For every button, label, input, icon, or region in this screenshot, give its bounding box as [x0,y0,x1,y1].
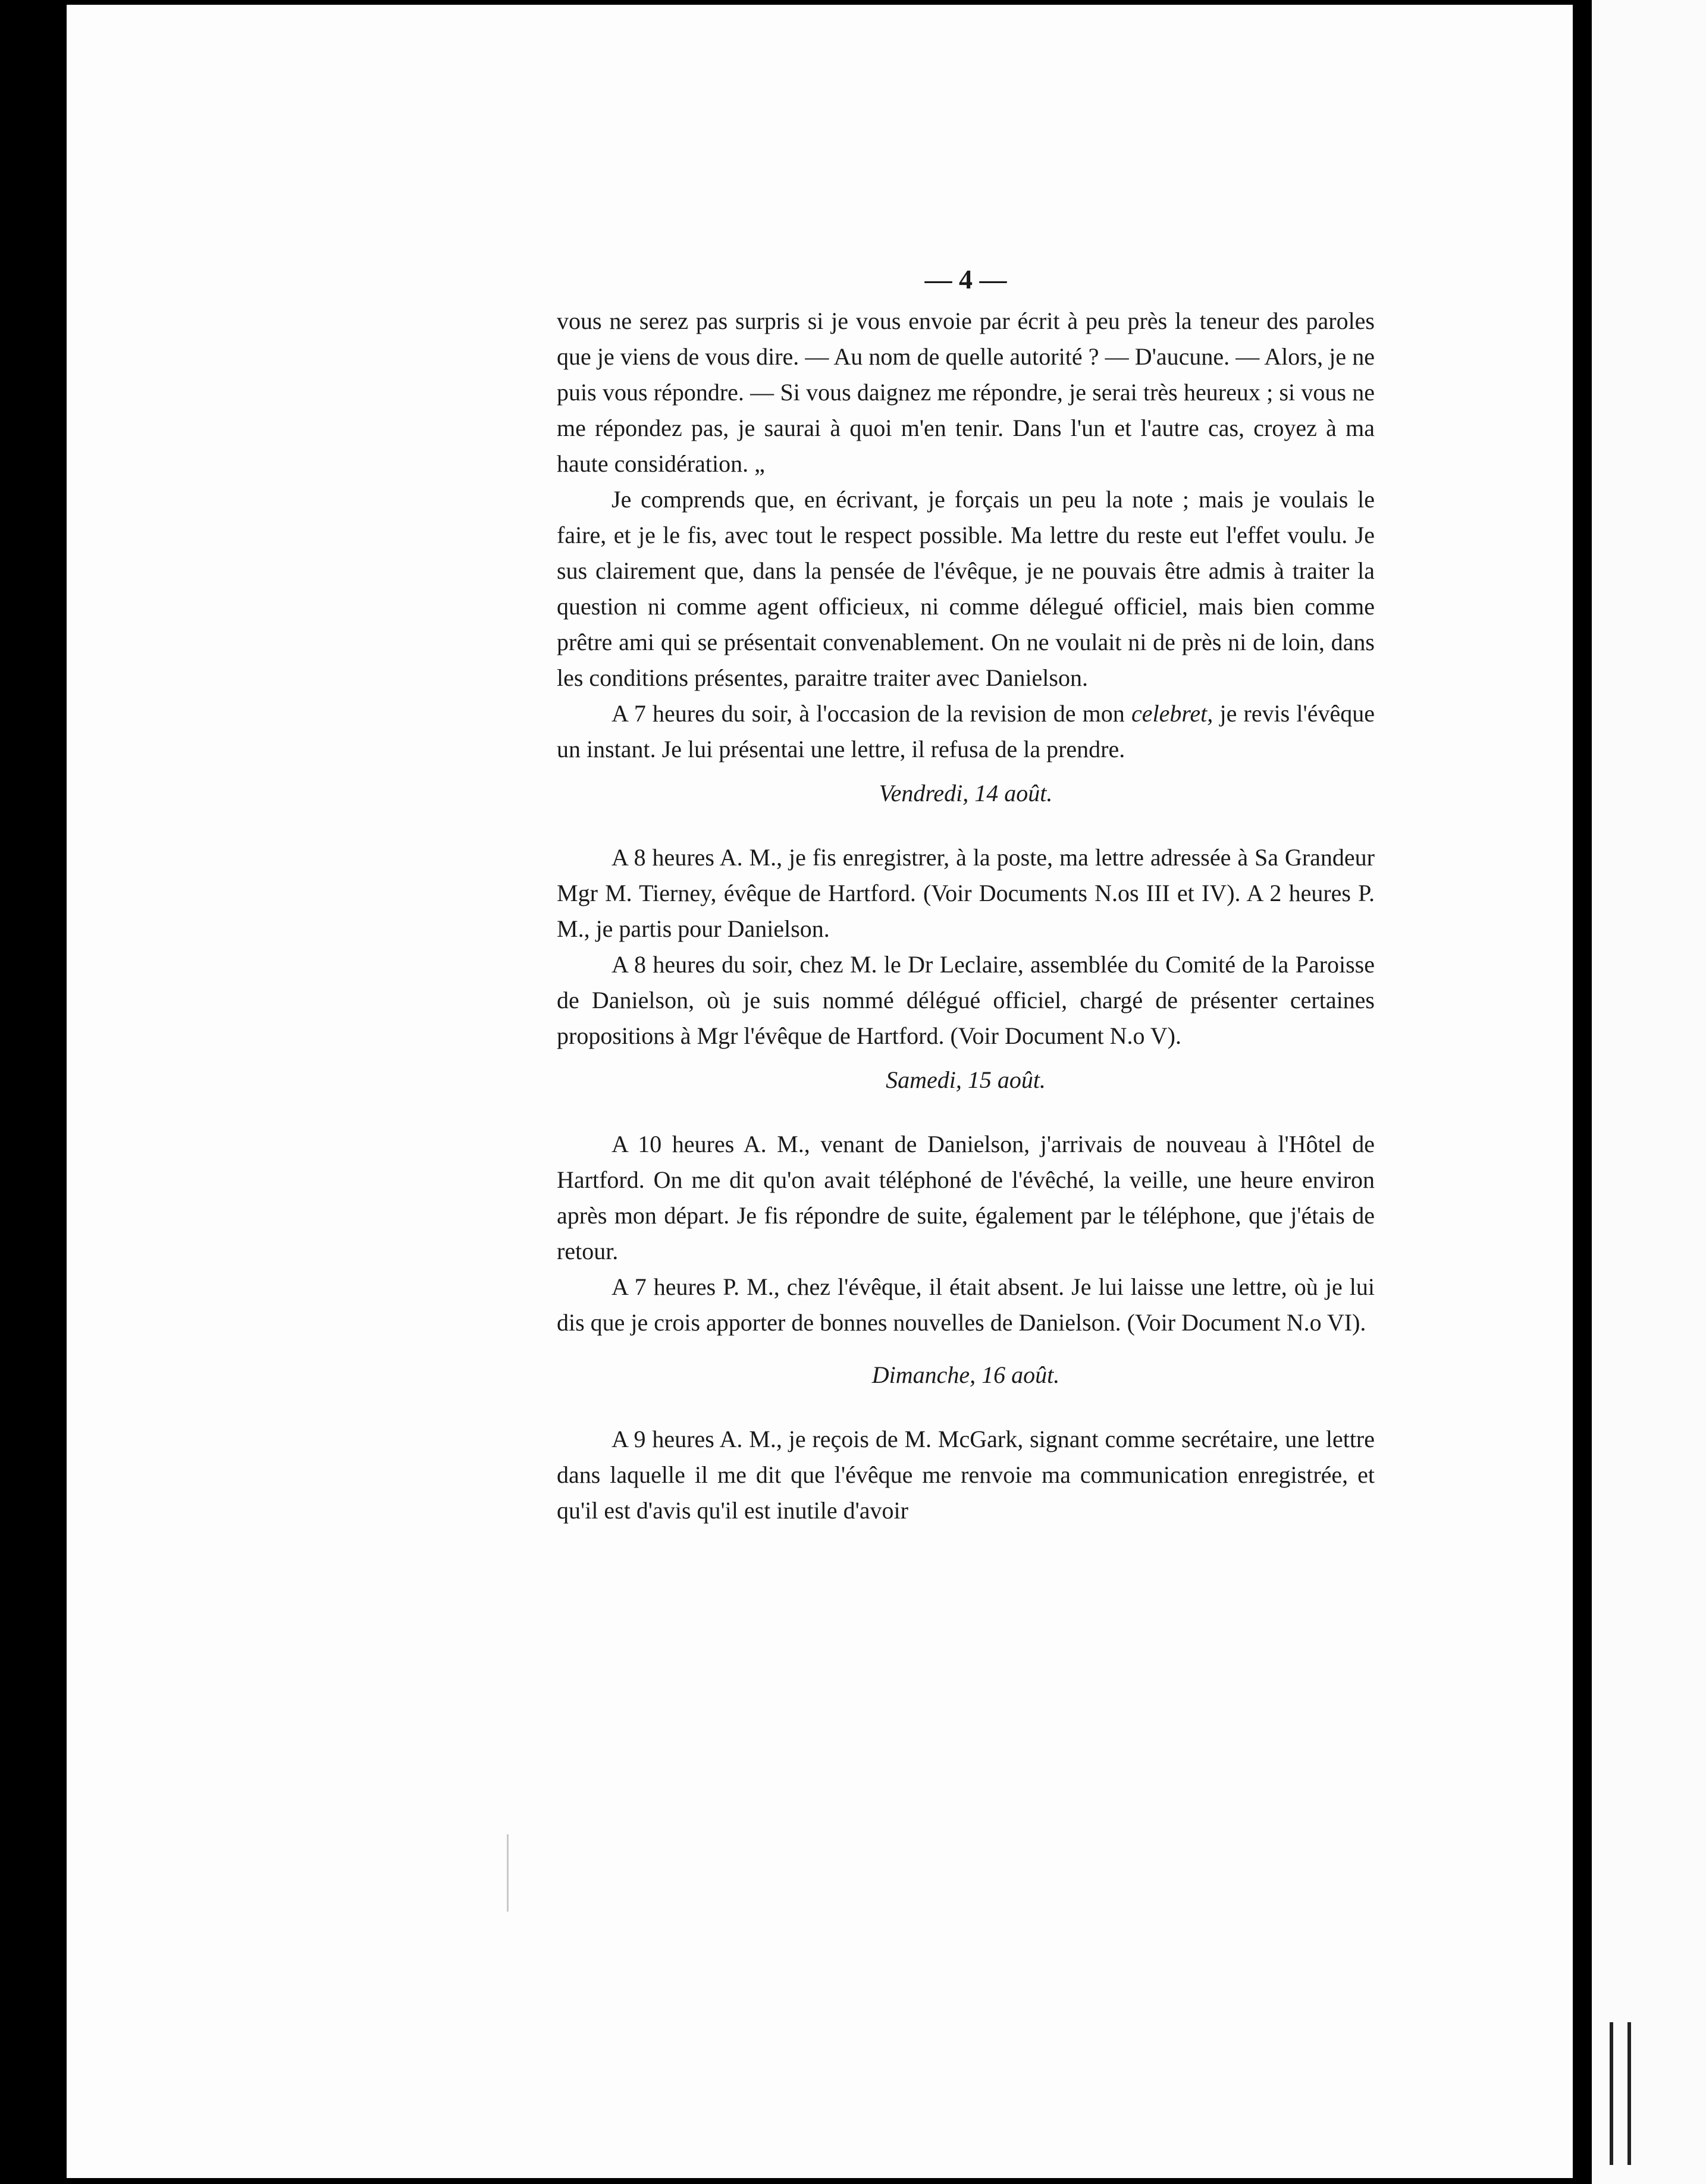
date-heading: Samedi, 15 août. [886,1066,1046,1093]
paragraph [557,696,1375,767]
emphasis-word: celebret, [1131,700,1213,727]
scan-speck [0,189,5,202]
margin-mark [507,1834,509,1912]
paragraph: A 10 heures A. M., venant de Danielson, j'arrivais de nouveau à l'Hôtel de Hartford. On me dit qu'on avait téléphoné de l'évêché, la veille, une heure environ après mon départ. Je fis répondre de suite, également par le téléphone, que j'étais de retour. [557,1131,1375,1264]
paragraph: vous ne serez pas surpris si je vous envoie par écrit à peu près la teneur des paroles que je viens de vous dire. — Au nom de quelle autorité ? — D'aucune. — Alors, je ne puis vous répondre. — Si vous daignez me répondre, je serai très heureux ; si vous ne me répondez pas, je saurai à quoi m'en tenir. Dans l'un et l'autre cas, croyez à ma haute considération. „ [557,307,1375,477]
page-number: — 4 — [924,264,1007,294]
adjacent-page-edge [1592,0,1706,2184]
scan-speck [27,441,33,445]
paragraph: A 9 heures A. M., je reçois de M. McGark, signant comme secrétaire, une lettre dans laquelle il me dit que l'évêque me renvoie ma communication enregistrée, et qu'il est d'avis qu'il est inutile d'avoir [557,1426,1375,1524]
edge-rule [1627,2022,1631,2165]
paragraph: A 8 heures A. M., je fis enregistrer, à la poste, ma lettre adressée à Sa Grandeur Mgr M. Tierney, évêque de Hartford. (Voir Documents N.os III et IV). A 2 heures P. M., je partis pour Danielson. [557,844,1375,942]
paragraph: Je comprends que, en écrivant, je forçais un peu la note ; mais je voulais le faire, et je le fis, avec tout le respect possible. Ma lettre du reste eut l'effet voulu. Je sus clairement que, dans la pensée de l'évêque, je ne pouvais être admis à traiter la question ni comme agent officieux, ni comme délegué officiel, mais bien comme prêtre ami qui se présentait convenablement. On ne voulait ni de près ni de loin, dans les conditions présentes, paraitre traiter avec Danielson. [557,486,1375,691]
paragraph-text: A 7 heures du soir, à l'occasion de la revision de mon [611,700,1131,727]
date-heading: Dimanche, 16 août. [871,1361,1060,1388]
text-column [557,256,1375,1529]
edge-rule [1610,2022,1613,2165]
date-heading: Vendredi, 14 août. [879,780,1053,807]
paragraph: A 8 heures du soir, chez M. le Dr Leclaire, assemblée du Comité de la Paroisse de Danielson, où je suis nommé délégué officiel, chargé de présenter certaines propositions à Mgr l'évêque de Hartford. (Voir Document N.o V). [557,951,1375,1049]
paragraph-text: je revis l'évêque un instant. Je lui présentai une lettre, il refusa de la prendre. [557,700,1375,762]
paragraph: A 7 heures P. M., chez l'évêque, il était absent. Je lui laisse une lettre, où je lui dis que je crois apporter de bonnes nouvelles de Danielson. (Voir Document N.o VI). [557,1273,1375,1336]
